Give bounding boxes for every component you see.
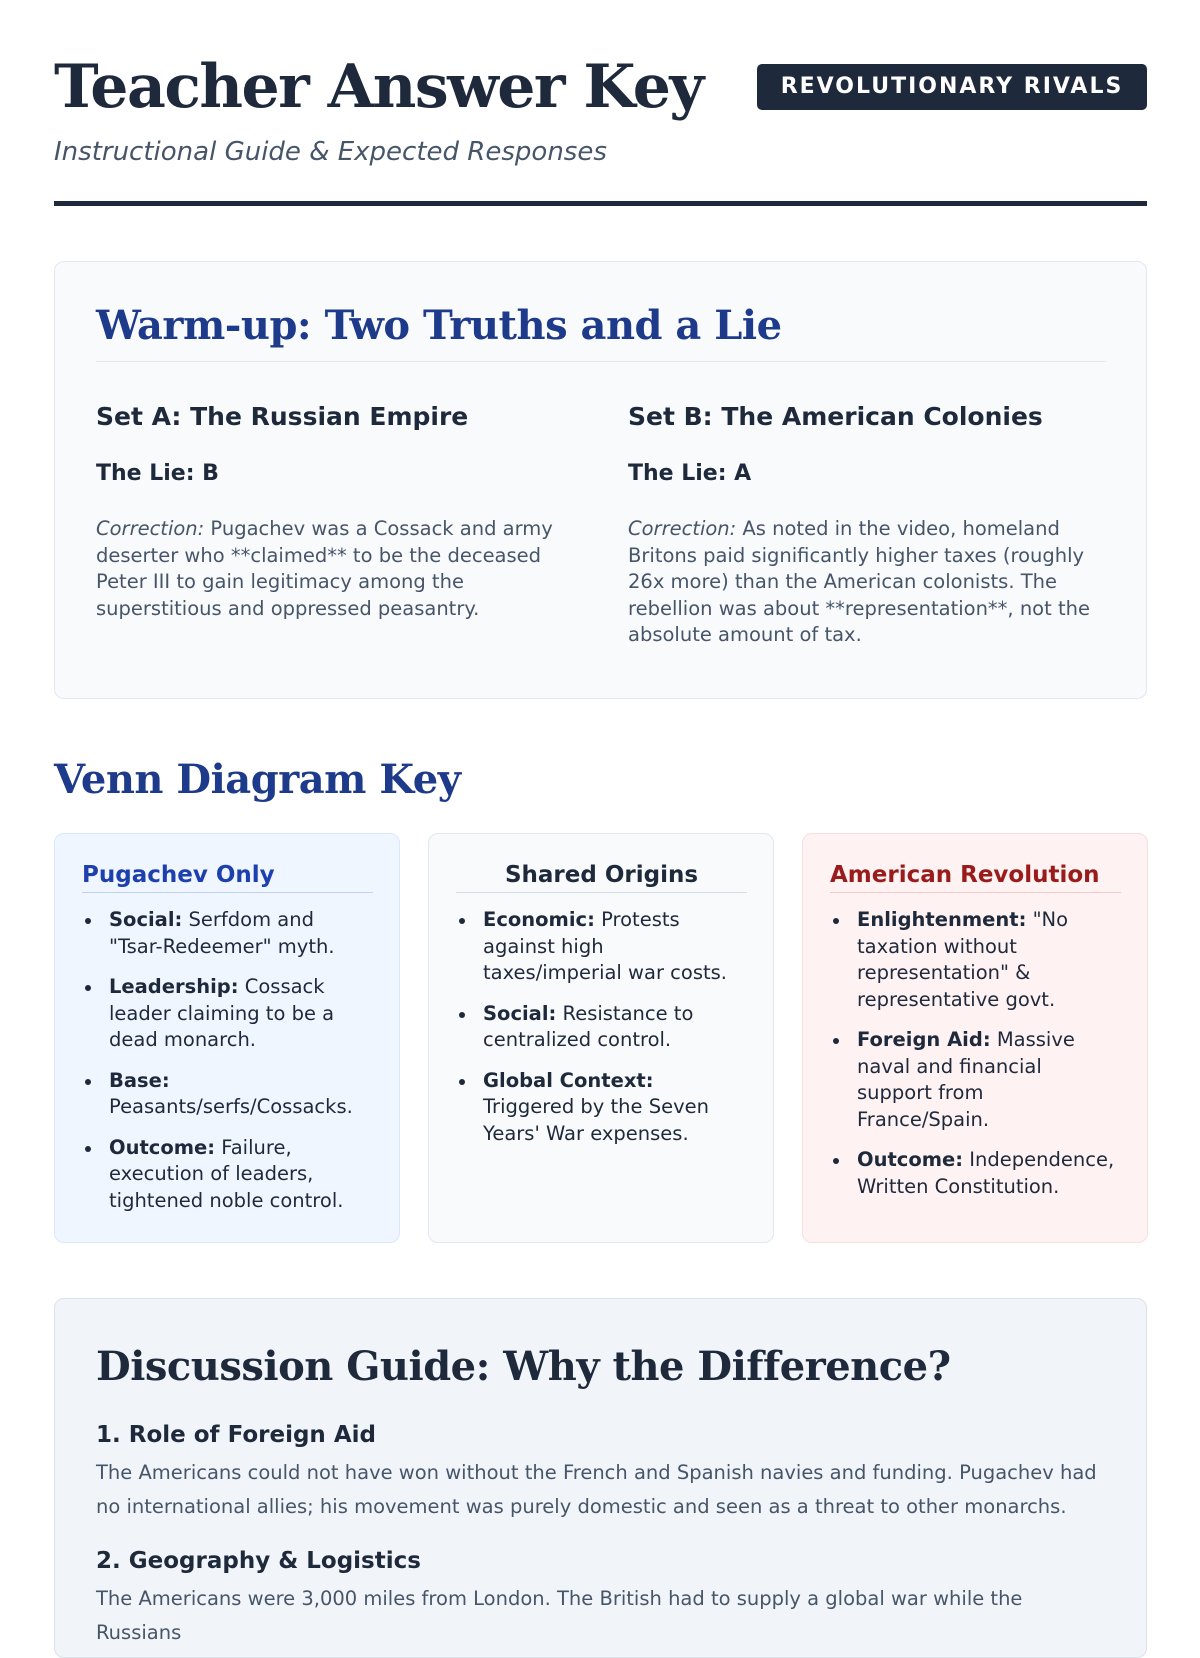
venn-american-list (830, 907, 1121, 1200)
item-label: Leadership: (109, 975, 239, 998)
list-item (830, 1027, 1121, 1133)
page-subtitle: Instructional Guide & Expected Responses (54, 137, 607, 167)
page-header (54, 0, 1147, 206)
discussion-question (96, 1422, 1106, 1524)
question-heading: 1. Role of Foreign Aid (96, 1422, 376, 1448)
correction-text: As noted in the video, homeland Britons paid significantly higher taxes (roughly 26x more) than the American colonists. The rebellion was about **representation**, not the absolute amount of tax. (628, 517, 1090, 646)
set-b-lie: The Lie: A (628, 461, 752, 486)
venn-shared-card (428, 833, 774, 1243)
question-heading: 2. Geography & Logistics (96, 1548, 421, 1574)
item-label: Social: (109, 908, 183, 931)
set-b (628, 402, 1106, 649)
item-text: Cossack leader claiming to be a dead monarch. (109, 975, 335, 1051)
venn-american-heading: American Revolution (830, 862, 1121, 893)
page-title: Teacher Answer Key (54, 52, 703, 122)
set-a-correction (96, 516, 574, 622)
list-item (456, 1001, 747, 1054)
correction-label: Correction: (96, 517, 205, 540)
item-label: Outcome: (109, 1135, 216, 1159)
venn-pugachev-card (54, 833, 400, 1243)
question-text: The Americans could not have won without the French and Spanish navies and funding. Pugachev had no international allies; his movement was purely domestic and seen as a threat to other monarchs. (96, 1461, 1097, 1518)
item-label: Enlightenment: (857, 908, 1027, 931)
correction-label: Correction: (628, 517, 737, 540)
set-a (96, 402, 574, 622)
venn-pugachev-heading: Pugachev Only (82, 862, 373, 893)
list-item (456, 907, 747, 987)
correction-text: Pugachev was a Cossack and army deserter who **claimed** to be the deceased Peter III to gain legitimacy among the superstitious and oppressed peasantry. (96, 517, 553, 620)
list-item (82, 974, 373, 1054)
item-label: Economic: (483, 908, 595, 931)
list-item (82, 1068, 373, 1121)
item-text: "No taxation without representation" & representative govt. (857, 908, 1069, 1011)
item-label: Foreign Aid: (857, 1028, 991, 1051)
set-a-title: Set A: The Russian Empire (96, 402, 469, 431)
set-a-lie: The Lie: B (96, 461, 219, 486)
venn-shared-heading: Shared Origins (456, 862, 747, 893)
warmup-title: Warm-up: Two Truths and a Lie (96, 302, 1106, 362)
venn-shared-list (456, 907, 747, 1147)
item-text: Protests against high taxes/imperial war costs. (483, 908, 727, 984)
item-text: Independence, Written Constitution. (857, 1148, 1115, 1198)
item-label: Outcome: (857, 1148, 964, 1171)
discussion-question (96, 1548, 1106, 1650)
warmup-card (54, 261, 1147, 699)
item-text: Massive naval and financial support from France/Spain. (857, 1028, 1075, 1131)
answer-key-page (54, 0, 1147, 1644)
venn-american-card (802, 833, 1148, 1243)
item-text: Failure, execution of leaders, tightened noble control. (109, 1135, 344, 1212)
discussion-title: Discussion Guide: Why the Difference? (96, 1343, 951, 1390)
list-item (82, 1135, 373, 1215)
list-item (830, 1147, 1121, 1200)
item-label: Social: (483, 1001, 557, 1025)
item-text: Resistance to centralized control. (483, 1001, 694, 1051)
item-text: Serfdom and "Tsar-Redeemer" myth. (109, 908, 335, 958)
list-item (82, 907, 373, 960)
discussion-card (54, 1298, 1147, 1658)
set-b-title: Set B: The American Colonies (628, 402, 1043, 431)
unit-badge: REVOLUTIONARY RIVALS (757, 64, 1147, 110)
venn-section-title: Venn Diagram Key (54, 756, 461, 803)
set-b-correction (628, 516, 1106, 649)
question-text: The Americans were 3,000 miles from London. The British had to supply a global war while the Russians (96, 1587, 1023, 1644)
item-label: Global Context: (483, 1068, 654, 1092)
item-text: Triggered by the Seven Years' War expenses. (483, 1095, 709, 1145)
item-text: Peasants/serfs/Cossacks. (109, 1095, 353, 1118)
list-item (830, 907, 1121, 1013)
list-item (456, 1068, 747, 1148)
venn-pugachev-list (82, 907, 373, 1214)
item-label: Base: (109, 1068, 170, 1092)
